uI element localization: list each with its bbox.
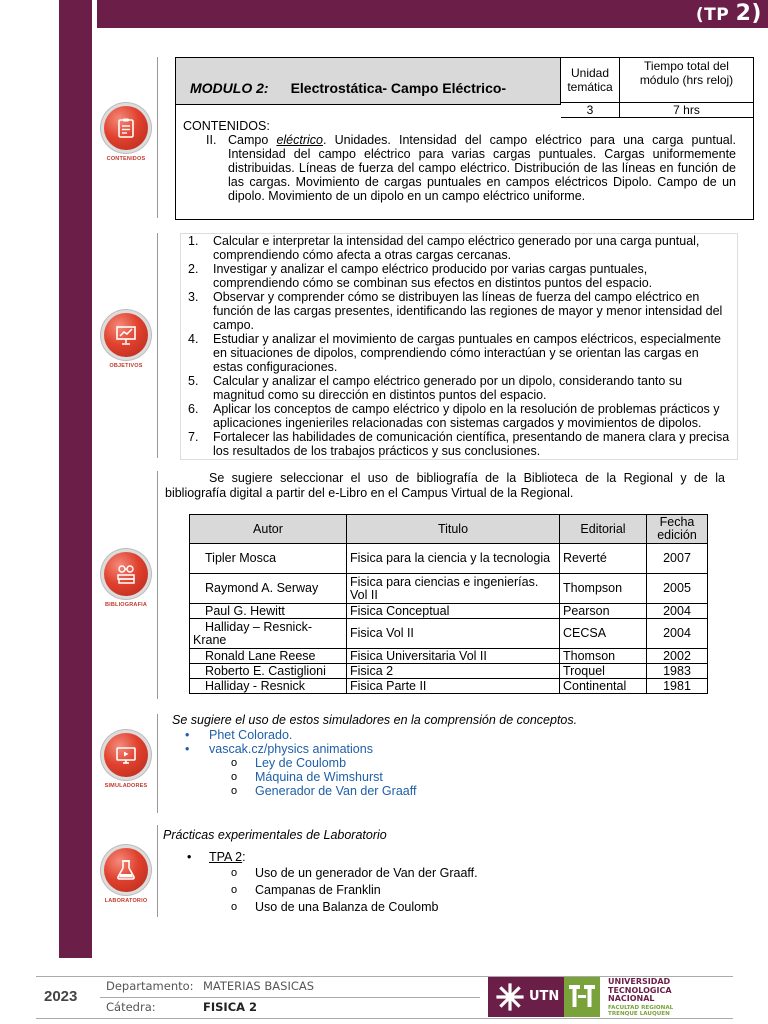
contenidos-text: II. Campo eléctrico. Unidades. Intensidad del campo eléctrico para una carga puntual. Intensidad del campo eléctrico para varias cargas puntuales. Cargas uniformemente distribuidas. Líneas de fuerza del campo eléctrico. Distribución de las líneas en función de las cargas. Movimiento de cargas puntuales en campos eléctricos Dipolo. Campo de un dipolo. Movimiento de un dipolo en un campo eléctrico uniforme. xyxy=(206,133,736,203)
objetivos-list xyxy=(181,234,737,458)
link-phet[interactable]: • Phet Colorado. xyxy=(172,728,732,742)
col-autor: Autor xyxy=(190,515,347,544)
regional-logo xyxy=(564,977,600,1017)
cell-editorial: Continental xyxy=(560,679,647,694)
link-van-der-graaff[interactable]: o Generador de Van der Graaff xyxy=(172,784,732,798)
section-label: LABORATORIO xyxy=(104,898,148,904)
footer-mid-rule xyxy=(100,997,480,998)
presentation-chart-icon xyxy=(104,313,148,357)
cell-fecha: 1983 xyxy=(647,664,708,679)
table-row xyxy=(190,604,708,619)
cell-titulo: Fisica 2 xyxy=(347,664,560,679)
cell-autor: Tipler Mosca xyxy=(190,544,347,574)
books-icon xyxy=(104,552,148,596)
cell-editorial: Thompson xyxy=(560,574,647,604)
cell-titulo: Fisica Universitaria Vol II xyxy=(347,649,560,664)
cell-titulo: Fisica Vol II xyxy=(347,619,560,649)
cell-titulo: Fisica Conceptual xyxy=(347,604,560,619)
section-simuladores xyxy=(100,733,152,789)
cell-titulo: Fisica para la ciencia y la tecnologia xyxy=(347,544,560,574)
laboratorio-section xyxy=(163,827,723,916)
modulo-label: MODULO 2: xyxy=(190,80,269,96)
link-vascak[interactable]: • vascak.cz/physics animations xyxy=(172,742,732,756)
table-row xyxy=(190,679,708,694)
list-item: 4. Estudiar y analizar el movimiento de cargas puntuales en campos eléctricos, especialmente en situaciones de dipolos, comprendiendo cómo interactúan y se orientan las cargas en estas configuraciones. xyxy=(188,332,721,374)
unidad-header: Unidad temática xyxy=(561,58,620,103)
cell-fecha: 2002 xyxy=(647,649,708,664)
list-item: 2. Investigar y analizar el campo eléctrico producido por varias cargas puntuales, comprendiendo cómo se combinan sus efectos en distintos puntos del espacio. xyxy=(188,262,653,290)
clipboard-icon xyxy=(104,106,148,150)
tpa-item: • TPA 2: xyxy=(163,849,723,865)
table-row xyxy=(190,574,708,604)
divider-objetivos xyxy=(157,233,158,458)
bibliografia-table xyxy=(189,514,708,694)
utn-star-icon xyxy=(496,983,524,1011)
modulo-title xyxy=(190,80,506,96)
modulo-header xyxy=(176,58,561,105)
col-titulo: Titulo xyxy=(347,515,560,544)
cell-editorial: Thomson xyxy=(560,649,647,664)
link-wimshurst[interactable]: o Máquina de Wimshurst xyxy=(172,770,732,784)
list-item: 7. Fortalecer las habilidades de comunicación científica, presentando de manera clara y precisa los resultados de los trabajos prácticos y sus conclusiones. xyxy=(188,430,730,458)
cell-editorial: Troquel xyxy=(560,664,647,679)
table-header-row xyxy=(190,515,708,544)
laboratorio-intro: Prácticas experimentales de Laboratorio xyxy=(163,828,387,842)
unidad-value: 3 xyxy=(561,103,620,118)
tp-label: (TP 2) xyxy=(695,1,762,26)
simuladores-intro: Se sugiere el uso de estos simuladores en la comprensión de conceptos. xyxy=(172,713,578,727)
flask-icon xyxy=(104,848,148,892)
table-row xyxy=(190,544,708,574)
section-label: SIMULADORES xyxy=(104,783,148,789)
link-ley-coulomb[interactable]: o Ley de Coulomb xyxy=(172,756,732,770)
section-bibliografia xyxy=(100,552,152,608)
section-objetivos xyxy=(100,313,152,369)
footer-year: 2023 xyxy=(44,988,78,1005)
table-row xyxy=(190,619,708,649)
cell-editorial: CECSA xyxy=(560,619,647,649)
section-laboratorio xyxy=(100,848,152,904)
catedra-label: Cátedra: xyxy=(106,1000,156,1014)
list-item: 5. Calcular y analizar el campo eléctrico generado por un dipolo, considerando tanto su magnitud como su dirección en distintos puntos del espacio. xyxy=(188,374,683,402)
section-label: CONTENIDOS xyxy=(106,156,146,162)
list-item: 1. Calcular e interpretar la intensidad del campo eléctrico generado por una carga puntual, comprendiendo cómo afecta a otras cargas cercanas. xyxy=(188,234,700,262)
cell-fecha: 2007 xyxy=(647,544,708,574)
list-item: 3. Observar y comprender cómo se distribuyen las líneas de fuerza del campo eléctrico en función de las cargas presentes, identificando las regiones de mayor y menor intensidad del campo. xyxy=(188,290,723,332)
divider-bibliografia xyxy=(157,471,158,699)
simuladores-section xyxy=(172,713,732,798)
bibliografia-intro: Se sugiere seleccionar el uso de bibliografía de la Biblioteca de la Regional y de la bibliografía digital a partir del e-Libro en el Campus Virtual de la Regional. xyxy=(165,471,725,500)
dept-value: MATERIAS BASICAS xyxy=(203,979,315,993)
university-name: UNIVERSIDAD TECNOLOGICA NACIONAL xyxy=(608,977,672,1003)
cell-autor: Raymond A. Serway xyxy=(190,574,347,604)
list-item: o Uso de una Balanza de Coulomb xyxy=(163,899,723,916)
top-header-band xyxy=(97,0,768,28)
tiempo-header: Tiempo total del módulo (hrs reloj) xyxy=(620,58,753,103)
section-contenidos xyxy=(100,106,152,162)
divider-laboratorio xyxy=(157,825,158,917)
cell-autor: Roberto E. Castiglioni xyxy=(190,664,347,679)
contenidos-label: CONTENIDOS: xyxy=(183,119,270,133)
cell-fecha: 1981 xyxy=(647,679,708,694)
modulo-name: Electrostática- Campo Eléctrico- xyxy=(290,80,507,96)
table-row xyxy=(190,649,708,664)
cell-autor: Halliday – Resnick- Krane xyxy=(190,619,347,649)
cell-autor: Ronald Lane Reese xyxy=(190,649,347,664)
section-label: BIBLIOGRAFIA xyxy=(104,602,148,608)
cell-editorial: Reverté xyxy=(560,544,647,574)
col-fecha: Fecha edición xyxy=(647,515,708,544)
cell-editorial: Pearson xyxy=(560,604,647,619)
list-item: o Uso de un generador de Van der Graaff. xyxy=(163,865,723,882)
cell-autor: Halliday - Resnick xyxy=(190,679,347,694)
faculty-name: FACULTAD REGIONAL TRENQUE LAUQUEN xyxy=(608,1005,674,1017)
col-editorial: Editorial xyxy=(560,515,647,544)
divider-simuladores xyxy=(157,714,158,813)
cell-fecha: 2004 xyxy=(647,604,708,619)
regional-mark-icon xyxy=(569,983,595,1011)
cell-titulo: Fisica para ciencias e ingenierías. Vol II xyxy=(347,574,560,604)
monitor-icon xyxy=(104,733,148,777)
left-sidebar-band xyxy=(59,0,92,958)
cell-autor: Paul G. Hewitt xyxy=(190,604,347,619)
list-item: o Campanas de Franklin xyxy=(163,882,723,899)
cell-titulo: Fisica Parte II xyxy=(347,679,560,694)
table-row xyxy=(190,664,708,679)
cell-fecha: 2005 xyxy=(647,574,708,604)
divider-contenidos xyxy=(157,57,158,218)
footer-bottom-rule xyxy=(36,1018,733,1019)
section-label: OBJETIVOS xyxy=(109,363,143,369)
cell-fecha: 2004 xyxy=(647,619,708,649)
objetivos-box xyxy=(180,233,738,460)
utn-text: UTN xyxy=(529,989,560,1004)
list-item: 6. Aplicar los conceptos de campo eléctrico y dipolo en la resolución de problemas prácticos y aplicaciones ingenieriles relacionadas con sistemas cargados y movimientos de dipolos. xyxy=(188,402,720,430)
modulo-table xyxy=(175,57,754,220)
tiempo-value: 7 hrs xyxy=(620,103,753,118)
catedra-value: FISICA 2 xyxy=(203,1000,258,1014)
dept-label: Departamento: xyxy=(106,979,194,993)
